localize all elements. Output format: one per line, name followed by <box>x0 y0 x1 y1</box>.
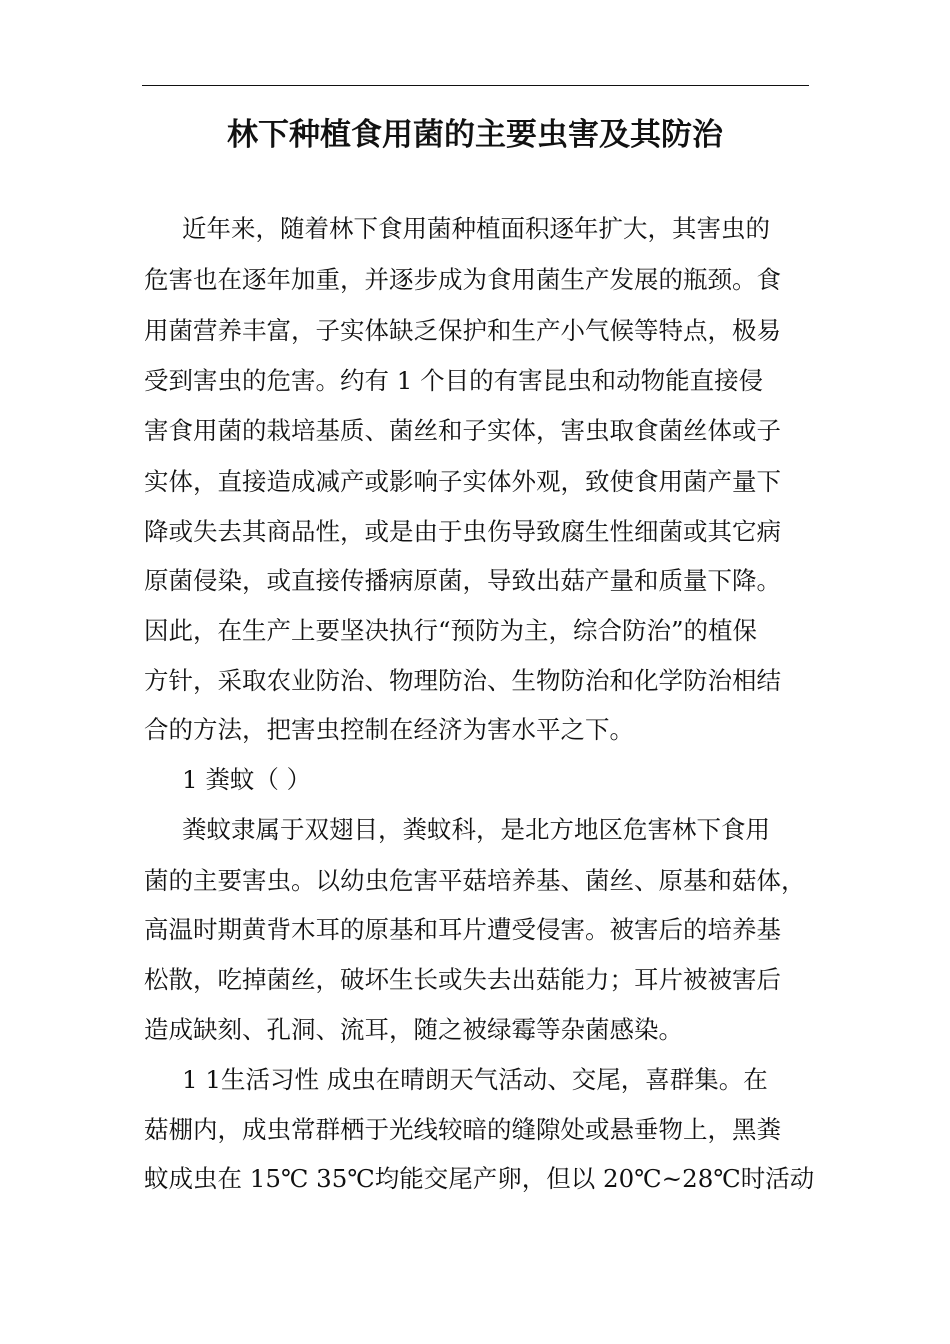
document-title: 林下种植食用菌的主要虫害及其防治 <box>227 117 723 153</box>
paragraph-line: 高温时期黄背木耳的原基和耳片遭受侵害。被害后的培养基 <box>144 915 781 944</box>
paragraph-line: 松散，吃掉菌丝，破坏生长或失去出菇能力；耳片被被害后 <box>144 965 781 994</box>
paragraph-line: 受到害虫的危害。约有 1 个目的有害昆虫和动物能直接侵 <box>144 366 764 395</box>
paragraph-line: 实体，直接造成减产或影响子实体外观，致使食用菌产量下 <box>144 467 781 496</box>
paragraph-line: 菌的主要害虫。以幼虫危害平菇培养基、菌丝、原基和菇体， <box>144 866 806 895</box>
paragraph-line: 原菌侵染，或直接传播病原菌，导致出菇产量和质量下降。 <box>144 566 781 595</box>
paragraph-line: 菇棚内，成虫常群栖于光线较暗的缝隙处或悬垂物上，黑粪 <box>144 1115 781 1144</box>
paragraph-line: 方针，采取农业防治、物理防治、生物防治和化学防治相结 <box>144 666 781 695</box>
paragraph-line: 蚊成虫在 15℃ 35℃均能交尾产卵，但以 20℃~28℃时活动 <box>144 1164 815 1193</box>
subsection-line: 1 1生活习性 成虫在晴朗天气活动、交尾，喜群集。在 <box>182 1065 768 1094</box>
paragraph-line: 降或失去其商品性，或是由于虫伤导致腐生性细菌或其它病 <box>144 517 781 546</box>
paragraph-line: 因此，在生产上要坚决执行“预防为主，综合防治”的植保 <box>144 616 758 645</box>
paragraph-line: 粪蚊隶属于双翅目，粪蚊科，是北方地区危害林下食用 <box>182 815 770 844</box>
paragraph-line: 合的方法，把害虫控制在经济为害水平之下。 <box>144 715 634 744</box>
paragraph-line: 造成缺刻、孔洞、流耳，随之被绿霉等杂菌感染。 <box>144 1015 683 1044</box>
paragraph-line: 近年来，随着林下食用菌种植面积逐年扩大，其害虫的 <box>182 214 770 243</box>
paragraph-line: 害食用菌的栽培基质、菌丝和子实体，害虫取食菌丝体或子 <box>144 416 781 445</box>
section-heading: 1 粪蚊（ ） <box>182 765 312 794</box>
header-rule <box>142 85 809 86</box>
paragraph-line: 危害也在逐年加重，并逐步成为食用菌生产发展的瓶颈。食 <box>144 265 781 294</box>
paragraph-line: 用菌营养丰富，子实体缺乏保护和生产小气候等特点，极易 <box>144 316 781 345</box>
